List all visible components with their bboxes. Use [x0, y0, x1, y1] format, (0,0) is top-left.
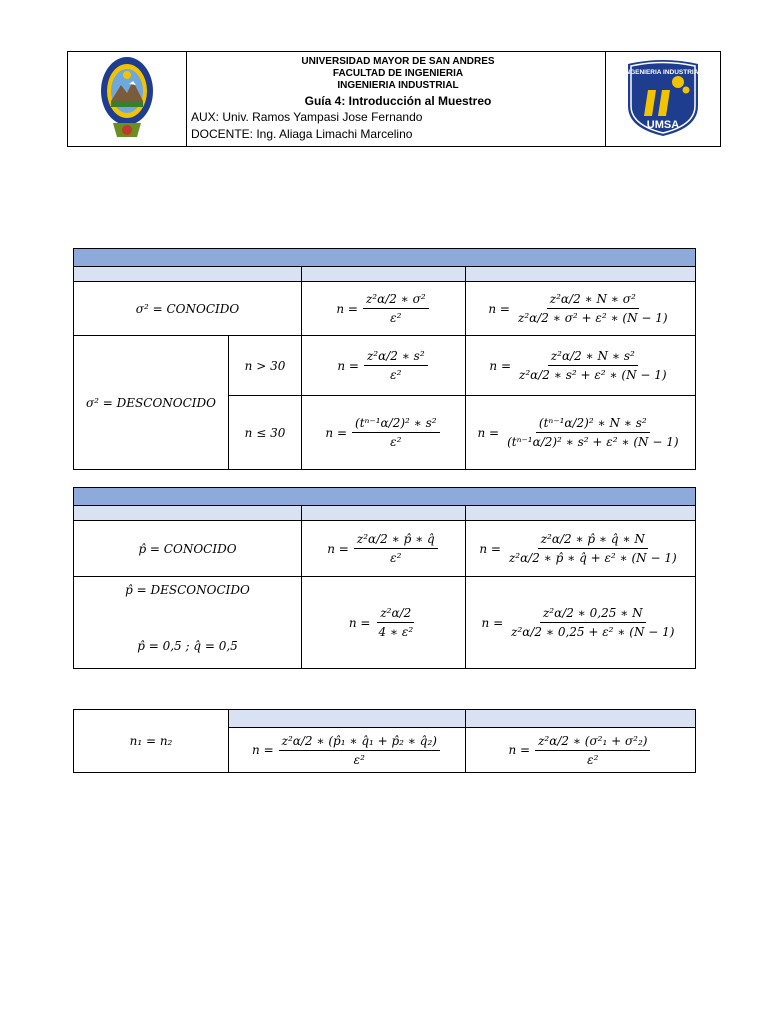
program-name: INGENIERIA INDUSTRIAL: [337, 80, 459, 91]
proportion-unknown-finite-formula: n = $\frac{\text{z²α/2 ∗ 0,25 ∗ N}}{\text{z²α/2 ∗ 0,25 + ε² ∗ (N − 1)}}$: [466, 577, 696, 669]
two-proportions-formula: n = $\frac{\text{z²α/2 ∗ (p̂₁ ∗ q̂₁ + p̂₂ ∗ q̂₂)}}{\text{ε²}}$: [229, 728, 466, 773]
variance-known-infinite-formula: n = $\frac{\text{z²α/2 ∗ σ²}}{\text{ε²}}$: [302, 282, 466, 336]
table2-title-band: [74, 488, 696, 506]
table1-header-finite: [466, 267, 696, 282]
table2-header-case: [74, 506, 302, 521]
proportion-unknown-infinite-formula: n = $\frac{\text{z²α/2}}{\text{4 ∗ ε²}}$: [302, 577, 466, 669]
table1-header-case: [74, 267, 302, 282]
proportion-default-values: p̂ = 0,5 ; q̂ = 0,5: [137, 639, 238, 653]
proportion-unknown-cell: [74, 577, 302, 669]
faculty-name: FACULTAD DE INGENIERIA: [332, 68, 464, 79]
umsa-seal-cell: [68, 52, 187, 147]
table1-title-band: [74, 249, 696, 267]
two-variances-formula: n = $\frac{\text{z²α/2 ∗ (σ²₁ + σ²₂)}}{\text{ε²}}$: [466, 728, 696, 773]
aux-name: AUX: Univ. Ramos Yampasi Jose Fernando: [191, 110, 423, 124]
logo-abbr: UMSA: [646, 118, 680, 131]
table3-header-proportions: [229, 710, 466, 728]
table2-header-infinite: [302, 506, 466, 521]
proportion-known-finite-formula: n = $\frac{\text{z²α/2 ∗ p̂ ∗ q̂ ∗ N}}{\text{z²α/2 ∗ p̂ ∗ q̂ + ε² ∗ (N − 1)}}$: [466, 521, 696, 577]
proportion-unknown-label: p̂ = DESCONOCIDO: [125, 583, 250, 597]
variance-unknown-label: σ² = DESCONOCIDO: [74, 336, 229, 470]
condition-n-greater-30: n > 30: [229, 336, 302, 396]
variance-sample-size-table: [73, 248, 696, 470]
variance-unknown-small-finite-formula: n = $\frac{\text{(tⁿ⁻¹α/2)² ∗ N ∗ s²}}{\text{(tⁿ⁻¹α/2)² ∗ s² + ε² ∗ (N − 1)}}$: [466, 396, 696, 470]
header-text-cell: [187, 52, 606, 147]
equal-samples-label: n₁ = n₂: [74, 710, 229, 773]
condition-n-at-most-30: n ≤ 30: [229, 396, 302, 470]
table3-header-variances: [466, 710, 696, 728]
proportion-known-infinite-formula: n = $\frac{\text{z²α/2 ∗ p̂ ∗ q̂}}{\text{ε²}}$: [302, 521, 466, 577]
variance-known-finite-formula: n = $\frac{\text{z²α/2 ∗ N ∗ σ²}}{\text{z²α/2 ∗ σ² + ε² ∗ (N − 1)}}$: [466, 282, 696, 336]
proportion-known-label: p̂ = CONOCIDO: [74, 521, 302, 577]
two-sample-size-table: [73, 709, 696, 773]
umsa-seal-logo: [99, 53, 155, 141]
table1-header-infinite: [302, 267, 466, 282]
guide-title: Guía 4: Introducción al Muestreo: [304, 94, 492, 108]
logo-text: INGENIERIA INDUSTRIAL: [623, 68, 703, 76]
variance-known-label: σ² = CONOCIDO: [74, 282, 302, 336]
document-header: [67, 51, 721, 147]
variance-unknown-large-infinite-formula: n = $\frac{\text{z²α/2 ∗ s²}}{\text{ε²}}$: [302, 336, 466, 396]
variance-unknown-small-infinite-formula: n = $\frac{\text{(tⁿ⁻¹α/2)² ∗ s²}}{\text{ε²}}$: [302, 396, 466, 470]
variance-unknown-large-finite-formula: n = $\frac{\text{z²α/2 ∗ N ∗ s²}}{\text{z²α/2 ∗ s² + ε² ∗ (N − 1)}}$: [466, 336, 696, 396]
university-name: UNIVERSIDAD MAYOR DE SAN ANDRES: [301, 56, 495, 67]
docente-name: DOCENTE: Ing. Aliaga Limachi Marcelino: [191, 127, 413, 141]
table2-header-finite: [466, 506, 696, 521]
ingenieria-industrial-logo: [622, 56, 704, 138]
industrial-logo-cell: [606, 52, 721, 147]
proportion-sample-size-table: [73, 487, 696, 669]
